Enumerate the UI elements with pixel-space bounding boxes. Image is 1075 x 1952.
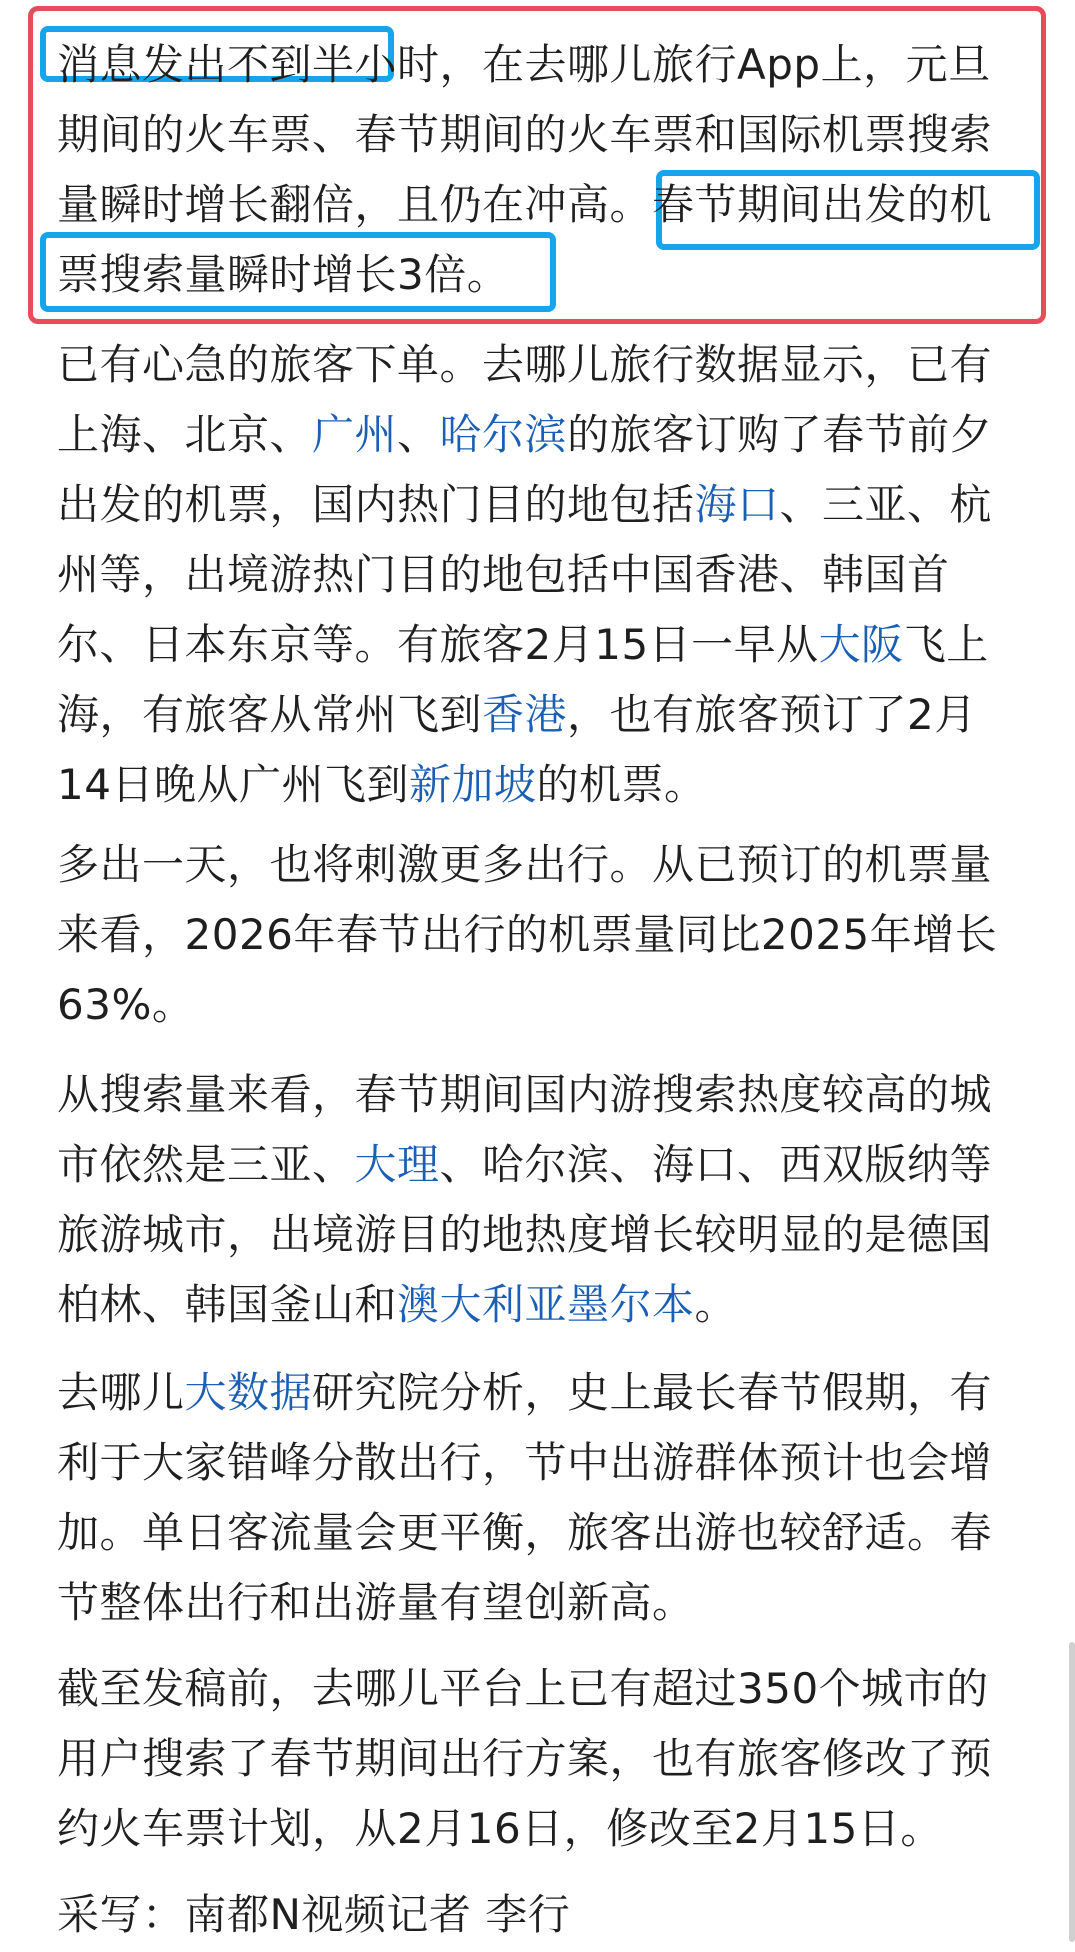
line: 约火车票计划，从2月16日，修改至2月15日。	[57, 1804, 943, 1853]
paragraph-2	[57, 330, 1037, 820]
byline	[57, 1880, 1037, 1950]
link-singapore[interactable]: 新加坡	[408, 760, 537, 809]
line: 从搜索量来看，春节期间国内游搜索热度较高的城	[57, 1070, 993, 1119]
text: 尔、日本东京等。有旅客2月15日一早从	[57, 620, 819, 669]
text: 出发的机票，国内热门目的地包括	[57, 480, 695, 529]
line: 旅游城市，出境游目的地热度增长较明显的是德国	[57, 1210, 993, 1259]
text: 海，有旅客从常州飞到	[57, 690, 483, 739]
link-big-data[interactable]: 大数据	[184, 1368, 313, 1417]
text: 春节期间出发的机	[652, 180, 993, 229]
line	[57, 1270, 1037, 1340]
paragraph-3	[57, 830, 1037, 1040]
text: ，也有旅客预订了2月	[567, 690, 977, 739]
text: 市依然是三亚、	[57, 1140, 355, 1189]
link-haikou[interactable]: 海口	[694, 480, 780, 529]
link-harbin[interactable]: 哈尔滨	[439, 410, 568, 459]
text: 飞上	[903, 620, 989, 669]
line	[57, 750, 1037, 820]
line: 已有心急的旅客下单。去哪儿旅行数据显示，已有	[57, 340, 993, 389]
line: 用户搜索了春节期间出行方案，也有旅客修改了预	[57, 1734, 993, 1783]
paragraph-6	[57, 1654, 1037, 1864]
text: 14日晚从广州飞到	[57, 760, 409, 809]
line	[57, 680, 1037, 750]
byline-text: 采写：南都N视频记者 李行	[57, 1890, 571, 1939]
text: 的旅客订购了春节前夕	[567, 410, 993, 459]
link-hongkong[interactable]: 香港	[482, 690, 568, 739]
scrollbar-thumb[interactable]	[1069, 1642, 1075, 1942]
line	[57, 470, 1037, 540]
text: 的机票。	[536, 760, 707, 809]
link-guangzhou[interactable]: 广州	[312, 410, 398, 459]
text: 柏林、韩国釜山和	[57, 1280, 398, 1329]
line: 加。单日客流量会更平衡，旅客出游也较舒适。春	[57, 1508, 993, 1557]
paragraph-4	[57, 1060, 1037, 1340]
line: 利于大家错峰分散出行，节中出游群体预计也会增	[57, 1438, 993, 1487]
line: 来看，2026年春节出行的机票量同比2025年增长	[57, 910, 998, 959]
line: 期间的火车票、春节期间的火车票和国际机票搜索	[57, 110, 993, 159]
text: 消息发出不到半小时，	[57, 40, 483, 89]
line	[57, 610, 1037, 680]
line	[57, 170, 1037, 240]
line	[57, 30, 1037, 100]
text: 、哈尔滨、海口、西双版纳等	[439, 1140, 993, 1189]
text: 去哪儿	[57, 1368, 185, 1417]
line: 节整体出行和出游量有望创新高。	[57, 1578, 695, 1627]
link-dali[interactable]: 大理	[354, 1140, 440, 1189]
line: 63%。	[57, 980, 195, 1029]
paragraph-1	[57, 30, 1037, 310]
line: 截至发稿前，去哪儿平台上已有超过350个城市的	[57, 1664, 989, 1713]
text: 、三亚、杭	[779, 480, 993, 529]
line: 州等，出境游热门目的地包括中国香港、韩国首	[57, 550, 950, 599]
link-osaka[interactable]: 大阪	[818, 620, 904, 669]
text: 。	[694, 1280, 738, 1329]
link-melbourne[interactable]: 澳大利亚墨尔本	[397, 1280, 695, 1329]
line	[57, 1130, 1037, 1200]
text: 研究院分析，史上最长春节假期，有	[312, 1368, 993, 1417]
line	[57, 400, 1037, 470]
text: 、	[397, 410, 440, 459]
text: 在去哪儿旅行App上，元旦	[482, 40, 991, 89]
text: 上海、北京、	[57, 410, 313, 459]
paragraph-5	[57, 1358, 1037, 1638]
text: 量瞬时增长翻倍，且仍在冲高。	[57, 180, 653, 229]
line: 票搜索量瞬时增长3倍。	[57, 250, 510, 299]
line: 多出一天，也将刺激更多出行。从已预订的机票量	[57, 840, 993, 889]
line	[57, 1358, 1037, 1428]
